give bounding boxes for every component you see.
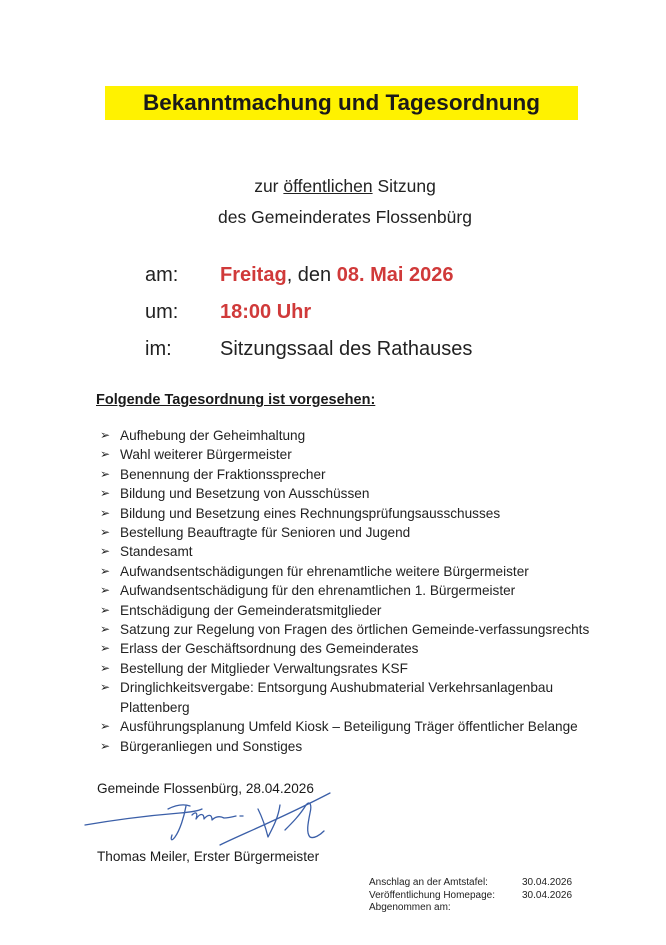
agenda-heading: Folgende Tagesordnung ist vorgesehen:: [96, 392, 376, 408]
arrow-bullet-icon: ➢: [100, 486, 111, 501]
arrow-bullet-icon: ➢: [100, 602, 111, 617]
arrow-bullet-icon: ➢: [100, 738, 111, 753]
agenda-item-text: Erlass der Geschäftsordnung des Gemeinderates: [120, 641, 419, 657]
agenda-item-text: Bildung und Besetzung von Ausschüssen: [120, 486, 370, 502]
agenda-item-text: Aufwandsentschädigungen für ehrenamtliche weitere Bürgermeister: [120, 563, 529, 579]
meeting-location-label: im:: [145, 338, 172, 360]
agenda-item-text: Aufhebung der Geheimhaltung: [120, 428, 306, 443]
agenda-item: [100, 542, 640, 561]
arrow-bullet-icon: ➢: [100, 466, 111, 481]
agenda-item-text: Benennung der Fraktionssprecher: [120, 466, 326, 482]
agenda-item: [100, 484, 640, 503]
arrow-bullet-icon: ➢: [100, 544, 111, 559]
agenda-item: [100, 717, 640, 736]
meeting-date-value: [220, 264, 453, 287]
posting-value: 30.04.2026: [522, 889, 573, 901]
meeting-day: Freitag: [220, 264, 287, 286]
meeting-date-label: am:: [145, 264, 179, 286]
posting-label: Abgenommen am:: [369, 902, 451, 913]
agenda-item: [100, 601, 640, 620]
agenda-list: [100, 426, 640, 756]
subtitle-underlined-word: öffentlichen: [283, 176, 373, 196]
subtitle-suffix: Sitzung: [372, 176, 436, 196]
meeting-date: 08. Mai 2026: [336, 264, 454, 286]
agenda-item: [100, 737, 640, 756]
agenda-item: [100, 639, 640, 658]
agenda-item-text: Entschädigung der Gemeinderatsmitglieder: [120, 602, 382, 618]
agenda-item-text: Standesamt: [120, 544, 193, 560]
agenda-item: [100, 523, 640, 542]
posting-row-amtstafel: [369, 877, 599, 890]
posting-value: 30.04.2026: [522, 877, 573, 888]
posting-label: Anschlag an der Amtstafel:: [369, 877, 488, 888]
arrow-bullet-icon: ➢: [100, 447, 111, 462]
subtitle-line-2: des Gemeinderates Flossenbürg: [218, 207, 472, 227]
agenda-item: [100, 445, 640, 464]
agenda-item: [100, 620, 640, 639]
arrow-bullet-icon: ➢: [100, 680, 111, 695]
agenda-item-text: Aufwandsentschädigung für den ehrenamtlichen 1. Bürgermeister: [120, 583, 516, 599]
signer-name: Thomas Meiler, Erster Bürgermeister: [97, 849, 320, 864]
arrow-bullet-icon: ➢: [100, 660, 111, 675]
agenda-item-text: Satzung zur Regelung von Fragen des örtlichen Gemeinde-verfassungsrechts: [120, 622, 590, 638]
posting-record: [369, 877, 599, 915]
arrow-bullet-icon: ➢: [100, 525, 111, 540]
subtitle-line-1: [0, 176, 666, 197]
posting-row-removed: [369, 902, 599, 915]
arrow-bullet-icon: ➢: [100, 428, 111, 442]
agenda-item: [100, 426, 640, 445]
subtitle-prefix: zur: [254, 176, 284, 196]
meeting-time-value: 18:00 Uhr: [220, 301, 312, 323]
agenda-item-text: Ausführungsplanung Umfeld Kiosk – Beteiligung Träger öffentlicher Belange: [120, 719, 578, 735]
meeting-time-label: um:: [145, 301, 179, 323]
arrow-bullet-icon: ➢: [100, 622, 111, 637]
agenda-item-text: Bildung und Besetzung eines Rechnungsprüfungsausschusses: [120, 505, 501, 521]
meeting-day-separator: , den: [286, 264, 337, 286]
arrow-bullet-icon: ➢: [100, 719, 111, 734]
place-and-date: Gemeinde Flossenbürg, 28.04.2026: [97, 781, 314, 796]
posting-row-homepage: [369, 890, 599, 903]
arrow-bullet-icon: ➢: [100, 583, 111, 598]
agenda-item: [100, 581, 640, 600]
agenda-item-text: Bürgeranliegen und Sonstiges: [120, 738, 303, 754]
posting-label: Veröffentlichung Homepage:: [369, 889, 496, 901]
arrow-bullet-icon: ➢: [100, 563, 111, 578]
document-title: Bekanntmachung und Tagesordnung: [105, 86, 578, 120]
agenda-item-text: Wahl weiterer Bürgermeister: [120, 447, 292, 463]
agenda-item: [100, 562, 640, 581]
agenda-item: [100, 659, 640, 678]
agenda-item: [100, 465, 640, 484]
agenda-item: [100, 678, 590, 717]
agenda-item: [100, 504, 640, 523]
agenda-item-text: Dringlichkeitsvergabe: Entsorgung Aushubmaterial Verkehrsanlagenbau Plattenberg: [120, 680, 554, 715]
arrow-bullet-icon: ➢: [100, 505, 111, 520]
meeting-location-value: Sitzungssaal des Rathauses: [220, 338, 473, 360]
arrow-bullet-icon: ➢: [100, 641, 111, 656]
agenda-item-text: Bestellung der Mitglieder Verwaltungsrates KSF: [120, 660, 408, 676]
agenda-item-text: Bestellung Beauftragte für Senioren und Jugend: [120, 525, 411, 541]
